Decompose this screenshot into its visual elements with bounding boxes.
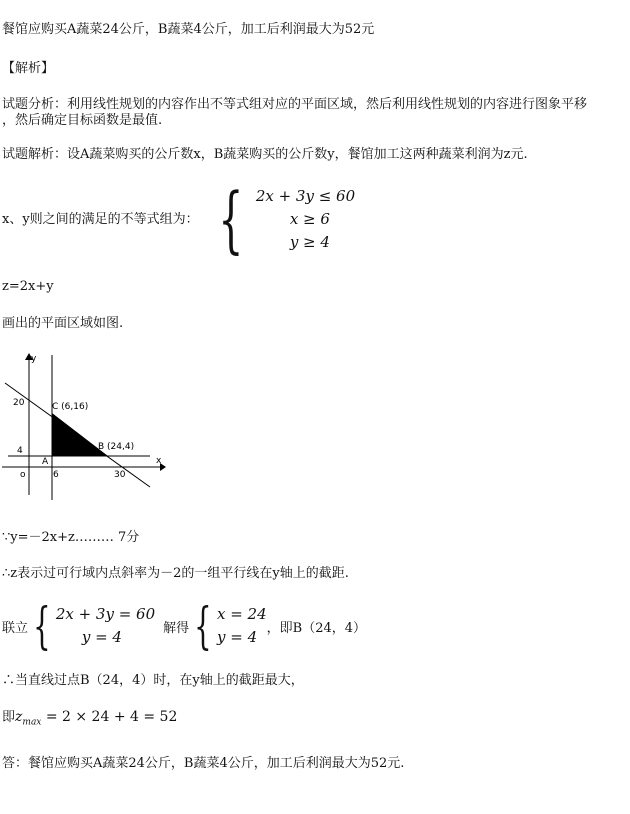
zmax-expr: = 2 × 24 + 4 = 52 <box>41 709 178 725</box>
constraint-system <box>208 177 356 261</box>
tick-4: 4 <box>17 446 23 456</box>
region-text: 画出的平面区域如图. <box>2 316 124 331</box>
left-brace-1: { <box>33 597 51 655</box>
sys2-eq1: x = 24 <box>216 605 267 623</box>
tick-6: 6 <box>53 470 59 480</box>
left-brace-2: { <box>194 597 212 655</box>
solve-prefix: 联立 <box>2 620 29 636</box>
point-c-label: C (6,16) <box>52 402 89 412</box>
therefore-line: ∴z表示过可行域内点斜率为－2的一组平行线在y轴上的截距. <box>2 566 349 581</box>
solve-system-row <box>2 597 367 655</box>
constraint-label: x、y则之间的满足的不等式组为： <box>2 212 199 227</box>
zmax-var: z <box>15 709 23 725</box>
origin-label: o <box>20 470 26 480</box>
solve-suffix: ，即B（24，4） <box>266 620 367 636</box>
constraint-3: y ≥ 4 <box>289 232 330 251</box>
sys1-eq2: y = 4 <box>81 628 122 646</box>
feasible-region-graph <box>0 345 175 505</box>
point-a-label: A <box>42 457 49 467</box>
solve-middle: 解得 <box>163 620 190 636</box>
axis-x-label: x <box>156 456 162 466</box>
since-line: ∵y=－2x+z……… 7分 <box>2 530 140 545</box>
zmax-sub: max <box>22 717 42 728</box>
answer-summary: 餐馆应购买A蔬菜24公斤，B蔬菜4公斤，加工后利润最大为52元 <box>2 22 375 37</box>
point-b-label: B (24,4) <box>98 442 135 452</box>
axis-y-label: y <box>31 354 37 364</box>
constraint-2: x ≥ 6 <box>289 209 330 228</box>
analysis-line-2: ，然后确定目标函数是最值. <box>2 113 163 128</box>
analysis-heading: 【解析】 <box>2 61 55 76</box>
zmax-line <box>2 708 177 732</box>
sys2-eq2: y = 4 <box>216 628 258 646</box>
final-answer: 答：餐馆应购买A蔬菜24公斤，B蔬菜4公斤，加工后利润最大为52元. <box>2 756 405 771</box>
solution-intro: 试题解析：设A蔬菜购买的公斤数x，B蔬菜购买的公斤数y，餐馆加工这两种蔬菜利润为z元. <box>2 147 528 162</box>
tick-30: 30 <box>114 470 126 480</box>
tick-20: 20 <box>13 398 25 408</box>
zmax-prefix: 即 <box>2 710 16 725</box>
objective-function: z=2x+y <box>2 279 54 294</box>
analysis-line-1: 试题分析：利用线性规划的内容作出不等式组对应的平面区域，然后利用线性规划的内容进行图象平移 <box>2 97 588 112</box>
left-brace: { <box>218 177 244 261</box>
max-line: ∴当直线过点B（24，4）时，在y轴上的截距最大， <box>2 673 304 688</box>
line-2x-3y-60 <box>5 383 150 487</box>
sys1-eq1: 2x + 3y = 60 <box>55 605 156 623</box>
constraint-1: 2x + 3y ≤ 60 <box>255 186 356 205</box>
